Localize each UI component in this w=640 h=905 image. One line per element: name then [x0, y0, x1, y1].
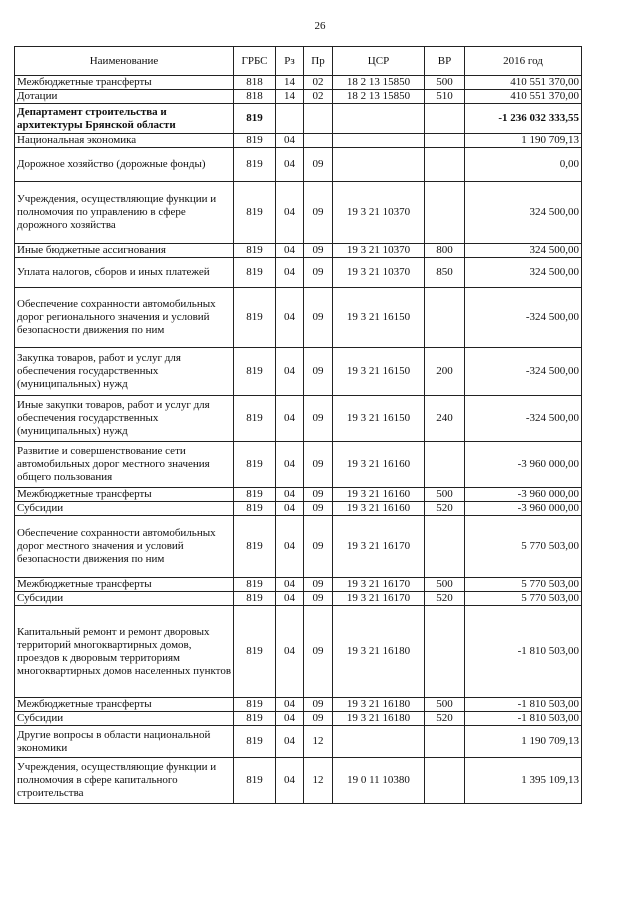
cell-vr: 520	[425, 502, 465, 516]
cell-grbs: 819	[234, 134, 276, 148]
table-row	[15, 396, 582, 442]
cell-name: Департамент строительства и архитектуры Брянской области	[15, 104, 234, 134]
cell-sum-2016: 1 190 709,13	[465, 134, 582, 148]
cell-csr: 19 3 21 16170	[333, 516, 425, 578]
cell-vr: 520	[425, 712, 465, 726]
cell-grbs: 819	[234, 244, 276, 258]
cell-grbs: 819	[234, 182, 276, 244]
cell-grbs: 819	[234, 502, 276, 516]
cell-sum-2016: -1 810 503,00	[465, 712, 582, 726]
cell-csr: 19 3 21 16170	[333, 578, 425, 592]
cell-grbs: 819	[234, 712, 276, 726]
cell-pr: 09	[304, 182, 333, 244]
cell-rz: 04	[276, 758, 304, 804]
table-row	[15, 502, 582, 516]
cell-sum-2016: 410 551 370,00	[465, 90, 582, 104]
table-header-row	[15, 47, 582, 76]
cell-grbs: 819	[234, 258, 276, 288]
table-row	[15, 288, 582, 348]
cell-csr: 19 3 21 10370	[333, 182, 425, 244]
header-csr: ЦСР	[333, 47, 425, 76]
cell-name: Субсидии	[15, 502, 234, 516]
cell-rz: 04	[276, 726, 304, 758]
cell-csr	[333, 134, 425, 148]
cell-vr: 240	[425, 396, 465, 442]
table-row	[15, 712, 582, 726]
cell-name: Межбюджетные трансферты	[15, 488, 234, 502]
header-vr: ВР	[425, 47, 465, 76]
cell-sum-2016: 0,00	[465, 148, 582, 182]
cell-name: Межбюджетные трансферты	[15, 76, 234, 90]
table-row	[15, 442, 582, 488]
cell-csr	[333, 104, 425, 134]
cell-name: Капитальный ремонт и ремонт дворовых территорий многоквартирных домов, проездов к дворовым территориям многоквартирных домов населенных пунктов	[15, 606, 234, 698]
cell-csr: 19 3 21 16160	[333, 442, 425, 488]
cell-csr: 19 3 21 16150	[333, 288, 425, 348]
cell-name: Иные закупки товаров, работ и услуг для обеспечения государственных (муниципальных) нужд	[15, 396, 234, 442]
cell-vr: 800	[425, 244, 465, 258]
cell-grbs: 819	[234, 442, 276, 488]
cell-vr: 500	[425, 698, 465, 712]
cell-vr	[425, 758, 465, 804]
cell-csr: 18 2 13 15850	[333, 76, 425, 90]
cell-pr: 09	[304, 488, 333, 502]
cell-pr	[304, 134, 333, 148]
budget-table	[14, 46, 582, 804]
table-row	[15, 698, 582, 712]
cell-rz: 04	[276, 288, 304, 348]
cell-csr: 19 3 21 16150	[333, 348, 425, 396]
cell-grbs: 819	[234, 578, 276, 592]
cell-csr: 19 3 21 16170	[333, 592, 425, 606]
cell-rz: 04	[276, 442, 304, 488]
cell-csr: 19 3 21 16180	[333, 606, 425, 698]
cell-vr: 850	[425, 258, 465, 288]
cell-grbs: 818	[234, 90, 276, 104]
cell-vr	[425, 148, 465, 182]
cell-csr: 18 2 13 15850	[333, 90, 425, 104]
cell-rz: 04	[276, 182, 304, 244]
table-row	[15, 76, 582, 90]
cell-name: Субсидии	[15, 712, 234, 726]
cell-name: Национальная экономика	[15, 134, 234, 148]
cell-grbs: 819	[234, 348, 276, 396]
cell-pr: 12	[304, 758, 333, 804]
cell-pr: 02	[304, 90, 333, 104]
cell-name: Развитие и совершенствование сети автомобильных дорог местного значения общего пользования	[15, 442, 234, 488]
cell-csr: 19 0 11 10380	[333, 758, 425, 804]
cell-csr: 19 3 21 16160	[333, 488, 425, 502]
cell-vr: 520	[425, 592, 465, 606]
page-number: 26	[314, 20, 326, 32]
cell-pr: 09	[304, 348, 333, 396]
cell-name: Другие вопросы в области национальной экономики	[15, 726, 234, 758]
table-row	[15, 578, 582, 592]
table-row	[15, 592, 582, 606]
cell-rz: 14	[276, 76, 304, 90]
cell-sum-2016: 410 551 370,00	[465, 76, 582, 90]
cell-rz: 04	[276, 606, 304, 698]
cell-pr: 09	[304, 442, 333, 488]
cell-rz: 04	[276, 502, 304, 516]
cell-sum-2016: 1 395 109,13	[465, 758, 582, 804]
cell-sum-2016: 324 500,00	[465, 258, 582, 288]
cell-name: Дотации	[15, 90, 234, 104]
cell-pr: 09	[304, 148, 333, 182]
cell-sum-2016: -1 810 503,00	[465, 606, 582, 698]
cell-rz: 04	[276, 488, 304, 502]
cell-rz: 04	[276, 148, 304, 182]
cell-pr: 09	[304, 516, 333, 578]
cell-grbs: 819	[234, 396, 276, 442]
header-name: Наименование	[15, 47, 234, 76]
cell-csr: 19 3 21 16150	[333, 396, 425, 442]
cell-vr: 500	[425, 578, 465, 592]
table-row	[15, 90, 582, 104]
cell-rz: 14	[276, 90, 304, 104]
cell-vr: 510	[425, 90, 465, 104]
cell-grbs: 819	[234, 592, 276, 606]
cell-grbs: 818	[234, 76, 276, 90]
cell-sum-2016: 324 500,00	[465, 244, 582, 258]
cell-csr: 19 3 21 16180	[333, 712, 425, 726]
table-row	[15, 258, 582, 288]
cell-grbs: 819	[234, 726, 276, 758]
cell-pr: 09	[304, 502, 333, 516]
table-row	[15, 244, 582, 258]
cell-grbs: 819	[234, 516, 276, 578]
cell-pr: 12	[304, 726, 333, 758]
cell-grbs: 819	[234, 148, 276, 182]
cell-grbs: 819	[234, 104, 276, 134]
cell-csr: 19 3 21 16180	[333, 698, 425, 712]
header-rz: Рз	[276, 47, 304, 76]
cell-pr: 09	[304, 592, 333, 606]
cell-name: Обеспечение сохранности автомобильных дорог местного значения и условий безопасности движения по ним	[15, 516, 234, 578]
cell-pr: 09	[304, 244, 333, 258]
cell-rz: 04	[276, 134, 304, 148]
cell-sum-2016: 324 500,00	[465, 182, 582, 244]
header-year-2016: 2016 год	[465, 47, 582, 76]
cell-pr: 09	[304, 606, 333, 698]
cell-rz: 04	[276, 712, 304, 726]
table-row	[15, 488, 582, 502]
header-grbs: ГРБС	[234, 47, 276, 76]
cell-sum-2016: -324 500,00	[465, 288, 582, 348]
cell-csr	[333, 726, 425, 758]
table-row	[15, 606, 582, 698]
table-row	[15, 758, 582, 804]
cell-vr	[425, 442, 465, 488]
cell-vr	[425, 104, 465, 134]
cell-pr	[304, 104, 333, 134]
cell-name: Учреждения, осуществляющие функции и полномочия по управлению в сфере дорожного хозяйства	[15, 182, 234, 244]
cell-rz: 04	[276, 258, 304, 288]
cell-csr	[333, 148, 425, 182]
cell-sum-2016: -3 960 000,00	[465, 442, 582, 488]
cell-rz: 04	[276, 698, 304, 712]
cell-rz: 04	[276, 592, 304, 606]
cell-grbs: 819	[234, 288, 276, 348]
cell-vr	[425, 726, 465, 758]
cell-name: Межбюджетные трансферты	[15, 578, 234, 592]
table-body	[15, 76, 582, 804]
cell-name: Обеспечение сохранности автомобильных дорог регионального значения и условий безопасности движения по ним	[15, 288, 234, 348]
cell-sum-2016: 5 770 503,00	[465, 578, 582, 592]
cell-name: Закупка товаров, работ и услуг для обеспечения государственных (муниципальных) нужд	[15, 348, 234, 396]
cell-vr: 200	[425, 348, 465, 396]
cell-pr: 02	[304, 76, 333, 90]
cell-rz: 04	[276, 244, 304, 258]
cell-vr	[425, 288, 465, 348]
cell-name: Уплата налогов, сборов и иных платежей	[15, 258, 234, 288]
cell-sum-2016: 5 770 503,00	[465, 516, 582, 578]
cell-name: Дорожное хозяйство (дорожные фонды)	[15, 148, 234, 182]
cell-rz	[276, 104, 304, 134]
cell-csr: 19 3 21 10370	[333, 258, 425, 288]
cell-sum-2016: 5 770 503,00	[465, 592, 582, 606]
cell-grbs: 819	[234, 488, 276, 502]
table-row	[15, 134, 582, 148]
cell-sum-2016: -324 500,00	[465, 396, 582, 442]
cell-pr: 09	[304, 288, 333, 348]
cell-vr	[425, 182, 465, 244]
cell-name: Иные бюджетные ассигнования	[15, 244, 234, 258]
cell-sum-2016: -324 500,00	[465, 348, 582, 396]
cell-pr: 09	[304, 578, 333, 592]
cell-rz: 04	[276, 516, 304, 578]
cell-grbs: 819	[234, 698, 276, 712]
cell-vr: 500	[425, 76, 465, 90]
table-row	[15, 348, 582, 396]
cell-sum-2016: -3 960 000,00	[465, 502, 582, 516]
cell-sum-2016: -3 960 000,00	[465, 488, 582, 502]
table-row	[15, 182, 582, 244]
cell-csr: 19 3 21 16160	[333, 502, 425, 516]
cell-rz: 04	[276, 396, 304, 442]
cell-name: Субсидии	[15, 592, 234, 606]
cell-pr: 09	[304, 396, 333, 442]
cell-sum-2016: 1 190 709,13	[465, 726, 582, 758]
cell-name: Учреждения, осуществляющие функции и полномочия в сфере капитального строительства	[15, 758, 234, 804]
cell-vr	[425, 134, 465, 148]
cell-vr: 500	[425, 488, 465, 502]
cell-pr: 09	[304, 698, 333, 712]
cell-grbs: 819	[234, 606, 276, 698]
cell-vr	[425, 516, 465, 578]
cell-pr: 09	[304, 258, 333, 288]
cell-name: Межбюджетные трансферты	[15, 698, 234, 712]
table-row	[15, 148, 582, 182]
table-row	[15, 516, 582, 578]
cell-grbs: 819	[234, 758, 276, 804]
header-pr: Пр	[304, 47, 333, 76]
cell-csr: 19 3 21 10370	[333, 244, 425, 258]
cell-pr: 09	[304, 712, 333, 726]
table-row	[15, 104, 582, 134]
table-row	[15, 726, 582, 758]
cell-rz: 04	[276, 578, 304, 592]
cell-rz: 04	[276, 348, 304, 396]
cell-vr	[425, 606, 465, 698]
cell-sum-2016: -1 236 032 333,55	[465, 104, 582, 134]
cell-sum-2016: -1 810 503,00	[465, 698, 582, 712]
